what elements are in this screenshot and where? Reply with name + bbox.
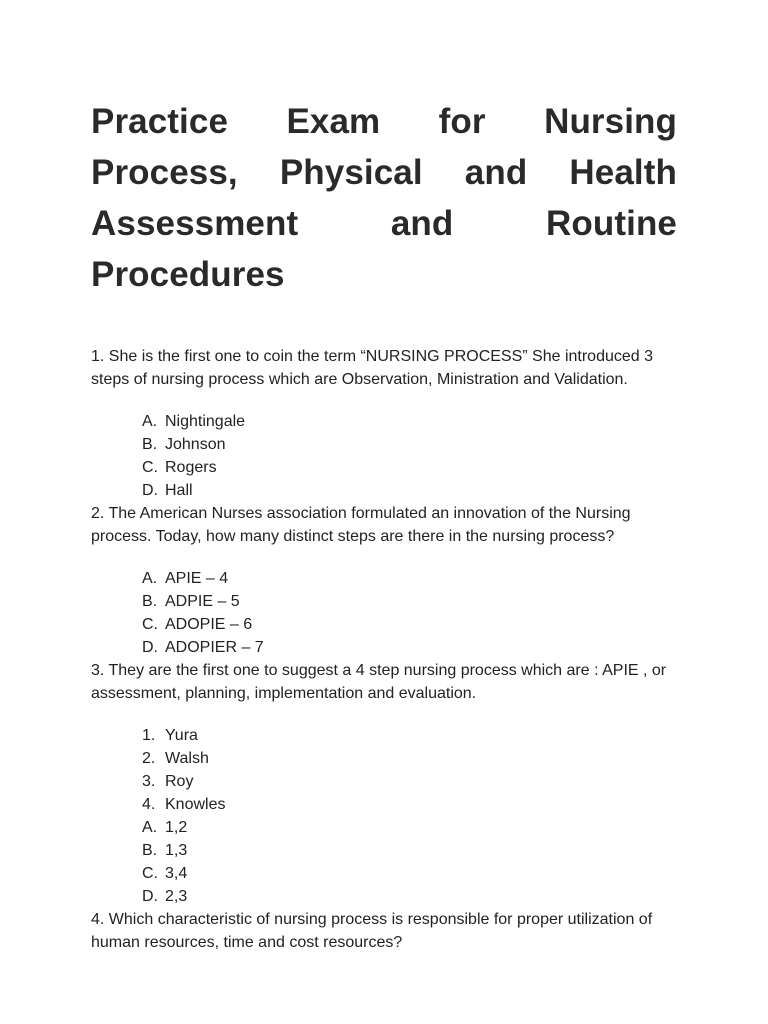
question-text: 3. They are the first one to suggest a 4 step nursing process which are : APIE , or assessment, planning, implementation and evaluation.	[91, 662, 667, 702]
question-3	[91, 659, 677, 908]
option-text: Knowles	[165, 796, 226, 813]
option-text: Roy	[165, 773, 194, 790]
question-text: 2. The American Nurses association formulated an innovation of the Nursing process. Today, how many distinct steps are there in the nursing process?	[91, 505, 631, 545]
document-title: Practice Exam for Nursing Process, Physical and Health Assessment and Routine Procedures	[91, 102, 677, 294]
option-marker: D.	[142, 888, 158, 905]
option-text: Hall	[165, 482, 193, 499]
option-marker: B.	[142, 436, 158, 453]
option-text: Johnson	[165, 436, 226, 453]
question-list	[91, 345, 677, 954]
option-marker: A.	[142, 819, 158, 836]
option-marker: D.	[142, 639, 158, 656]
option-marker: A.	[142, 413, 158, 430]
option-item	[142, 636, 677, 659]
option-text: ADOPIER – 7	[165, 639, 264, 656]
option-marker: A.	[142, 570, 158, 587]
option-text: 1,2	[165, 819, 188, 836]
option-item	[142, 479, 677, 502]
option-text: Yura	[165, 727, 198, 744]
option-item	[142, 862, 677, 885]
option-list	[91, 410, 677, 502]
option-item	[142, 567, 677, 590]
option-marker: C.	[142, 459, 158, 476]
question-text: 1. She is the first one to coin the term “NURSING PROCESS” She introduced 3 steps of nursing process which are Observation, Ministration and Validation.	[91, 348, 654, 388]
option-marker: 2.	[142, 750, 156, 767]
question-2	[91, 502, 677, 659]
option-item	[142, 747, 677, 770]
option-text: 3,4	[165, 865, 188, 882]
option-item	[142, 456, 677, 479]
option-marker: 1.	[142, 727, 156, 744]
question-4	[91, 908, 677, 954]
question-1	[91, 345, 677, 502]
option-item	[142, 816, 677, 839]
option-text: APIE – 4	[165, 570, 229, 587]
option-text: ADOPIE – 6	[165, 616, 253, 633]
option-marker: 3.	[142, 773, 156, 790]
option-marker: D.	[142, 482, 158, 499]
option-item	[142, 770, 677, 793]
option-marker: 4.	[142, 796, 156, 813]
option-item	[142, 410, 677, 433]
option-text: Nightingale	[165, 413, 246, 430]
option-text: Walsh	[165, 750, 209, 767]
option-text: ADPIE – 5	[165, 593, 240, 610]
option-item	[142, 793, 677, 816]
option-marker: B.	[142, 842, 158, 859]
document-page	[91, 96, 677, 954]
option-item	[142, 613, 677, 636]
option-marker: C.	[142, 616, 158, 633]
option-item	[142, 433, 677, 456]
option-text: Rogers	[165, 459, 217, 476]
option-marker: C.	[142, 865, 158, 882]
question-text: 4. Which characteristic of nursing process is responsible for proper utilization of human resources, time and cost resources?	[91, 911, 653, 951]
option-list	[91, 724, 677, 908]
option-list	[91, 567, 677, 659]
option-item	[142, 724, 677, 747]
option-item	[142, 590, 677, 613]
option-text: 2,3	[165, 888, 188, 905]
option-item	[142, 885, 677, 908]
option-marker: B.	[142, 593, 158, 610]
option-text: 1,3	[165, 842, 188, 859]
option-item	[142, 839, 677, 862]
